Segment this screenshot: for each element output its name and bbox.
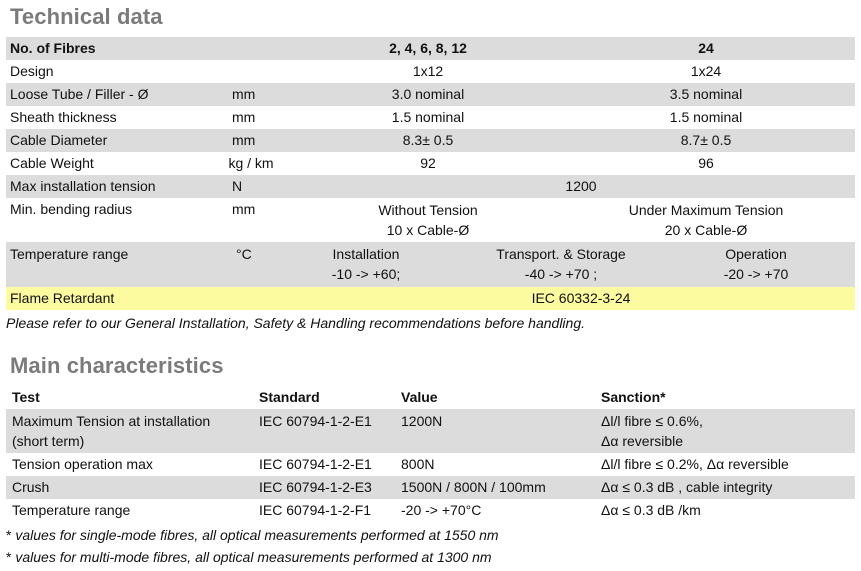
row-value-b: 96: [698, 155, 714, 171]
operation-label: Operation: [725, 246, 787, 262]
row-unit: mm: [232, 109, 256, 125]
installation-range: -10 -> +60;: [331, 266, 401, 282]
value-cell: 1200N: [401, 413, 443, 429]
sanction-line2: Δα reversible: [601, 433, 684, 449]
handling-note: Please refer to our General Installation, Safety & Handling recommendations before handling.: [6, 315, 586, 331]
header-sanction: Sanction*: [601, 389, 666, 405]
table-row: [6, 499, 855, 522]
row-value: IEC 60332-3-24: [531, 290, 631, 306]
table-row: [6, 453, 855, 476]
test-cell: Crush: [12, 479, 50, 495]
footnote-star: *: [6, 527, 16, 543]
test-cell: Tension operation max: [12, 456, 153, 472]
bending-a-bottom: 10 x Cable-Ø: [386, 222, 470, 238]
row-value-b: 8.7± 0.5: [680, 132, 732, 148]
bending-b-bottom: 20 x Cable-Ø: [664, 222, 748, 238]
footnote-single-mode: [6, 527, 499, 543]
technical-data-table: [6, 37, 855, 310]
sanction-cell: Δα ≤ 0.3 dB /km: [601, 502, 701, 518]
table-row-flame-retardant: [6, 287, 855, 310]
bending-under-tension: [566, 200, 846, 240]
table-row: [6, 129, 855, 152]
row-label: Max installation tension: [10, 178, 156, 194]
row-label: Loose Tube / Filler - Ø: [10, 86, 149, 102]
standard-cell: IEC 60794-1-2-E3: [259, 479, 372, 495]
table-row: [6, 60, 855, 83]
value-cell: 800N: [401, 456, 435, 472]
temperature-operation: [656, 244, 856, 284]
row-label: Design: [10, 63, 54, 79]
table-row-bending: [6, 198, 855, 242]
row-unit: °C: [236, 246, 252, 262]
sanction-cell: [601, 411, 703, 451]
installation-label: Installation: [332, 246, 400, 262]
table-row: [6, 152, 855, 175]
technical-data-title: Technical data: [10, 4, 163, 29]
table-row-temperature: [6, 242, 855, 287]
header-test: Test: [12, 389, 40, 405]
footnote-text: values for multi-mode fibres, all optical measurements performed at 1300 nm: [15, 549, 492, 565]
main-characteristics-table: [6, 386, 855, 522]
sanction-line1: Δl/l fibre ≤ 0.6%,: [601, 413, 703, 429]
header-col-a: 2, 4, 6, 8, 12: [389, 40, 467, 56]
header-standard: Standard: [259, 389, 320, 405]
table-row-tension: [6, 175, 855, 198]
value-cell: -20 -> +70°C: [401, 502, 482, 518]
test-line1: Maximum Tension at installation: [12, 413, 211, 429]
standard-cell: IEC 60794-1-2-E1: [259, 413, 372, 429]
test-cell: [12, 411, 210, 451]
row-unit: mm: [232, 201, 256, 217]
footnote-text: values for single-mode fibres, all optical measurements performed at 1550 nm: [15, 527, 499, 543]
row-label: Min. bending radius: [10, 201, 133, 217]
footnote-multi-mode: [6, 549, 492, 565]
operation-range: -20 -> +70: [723, 266, 789, 282]
transport-label: Transport. & Storage: [496, 246, 626, 262]
main-characteristics-title: Main characteristics: [10, 353, 224, 378]
bending-without-tension: [316, 200, 540, 240]
row-label: Sheath thickness: [10, 109, 117, 125]
header-col-b: 24: [698, 40, 714, 56]
test-line2: (short term): [12, 433, 85, 449]
header-value: Value: [401, 389, 438, 405]
table-row: [6, 409, 855, 453]
row-value-a: 1x12: [412, 63, 444, 79]
sanction-cell: Δl/l fibre ≤ 0.2%, Δα reversible: [601, 456, 789, 472]
table-header-row: [6, 37, 855, 60]
row-value-b: 1x24: [690, 63, 722, 79]
bending-a-top: Without Tension: [378, 202, 478, 218]
table-row: [6, 476, 855, 499]
value-cell: 1500N / 800N / 100mm: [401, 479, 546, 495]
table-row: [6, 106, 855, 129]
sanction-cell: Δα ≤ 0.3 dB , cable integrity: [601, 479, 773, 495]
standard-cell: IEC 60794-1-2-E1: [259, 456, 372, 472]
row-value-a: 92: [420, 155, 436, 171]
transport-range: -40 -> +70 ;: [524, 266, 598, 282]
row-value-a: 8.3± 0.5: [402, 132, 454, 148]
test-cell: Temperature range: [12, 502, 131, 518]
row-value-b: 3.5 nominal: [669, 86, 743, 102]
row-unit: mm: [232, 132, 256, 148]
row-label: Temperature range: [10, 246, 129, 262]
row-label: Flame Retardant: [10, 290, 115, 306]
bending-b-top: Under Maximum Tension: [628, 202, 784, 218]
row-value-a: 3.0 nominal: [391, 86, 465, 102]
table-row: [6, 83, 855, 106]
header-label: No. of Fibres: [10, 40, 96, 56]
row-label: Cable Diameter: [10, 132, 108, 148]
row-unit: kg / km: [228, 155, 274, 171]
row-unit: N: [232, 178, 243, 194]
main-header-row: [6, 386, 855, 409]
row-value-a: 1.5 nominal: [391, 109, 465, 125]
row-unit: mm: [232, 86, 256, 102]
standard-cell: IEC 60794-1-2-F1: [259, 502, 372, 518]
row-label: Cable Weight: [10, 155, 94, 171]
row-value: 1200: [565, 178, 597, 194]
row-value-b: 1.5 nominal: [669, 109, 743, 125]
footnote-star: *: [6, 549, 16, 565]
